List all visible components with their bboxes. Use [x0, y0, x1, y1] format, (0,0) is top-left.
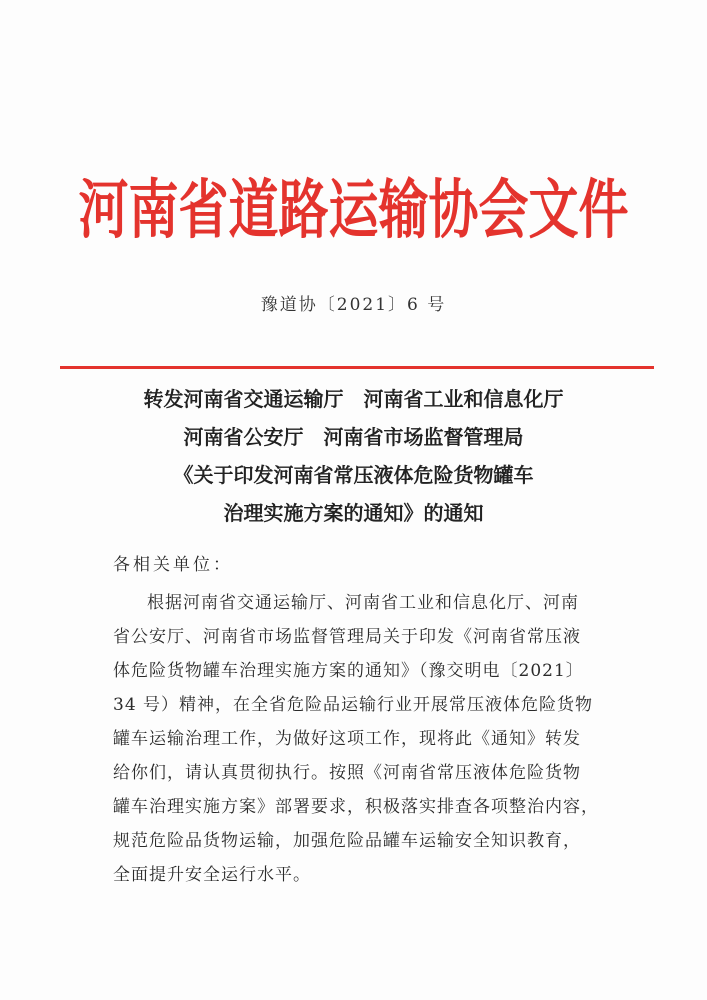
body-line: 体危险货物罐车治理实施方案的通知》（豫交明电〔2021〕 [113, 661, 584, 681]
red-divider-rule [60, 366, 654, 369]
body-line: 罐车运输治理工作，为做好这项工作，现将此《通知》转发 [113, 729, 581, 749]
salutation: 各相关单位： [113, 555, 233, 575]
body-line: 规范危险品货物运输，加强危险品罐车运输安全知识教育， [113, 831, 581, 851]
title-line: 《关于印发河南省常压液体危险货物罐车 [173, 463, 534, 487]
body-line: 34 号）精神，在全省危险品运输行业开展常压液体危险货物 [113, 695, 594, 715]
document-masthead: 河南省道路运输协会文件 [78, 171, 629, 248]
body-line: 省公安厅、河南省市场监督管理局关于印发《河南省常压液 [113, 627, 581, 647]
document-title [0, 380, 707, 532]
title-line: 河南省公安厅 河南省市场监督管理局 [183, 425, 524, 449]
body-line: 全面提升安全运行水平。 [113, 865, 311, 885]
title-line: 治理实施方案的通知》的通知 [223, 501, 484, 525]
document-number: 豫道协〔2021〕6 号 [260, 295, 447, 315]
body-line: 罐车治理实施方案》部署要求，积极落实排查各项整治内容， [113, 797, 599, 817]
title-line: 转发河南省交通运输厅 河南省工业和信息化厅 [143, 387, 564, 411]
body-line: 给你们，请认真贯彻执行。按照《河南省常压液体危险货物 [113, 763, 581, 783]
body-line: 根据河南省交通运输厅、河南省工业和信息化厅、河南 [147, 593, 579, 613]
body-paragraph [113, 586, 609, 892]
